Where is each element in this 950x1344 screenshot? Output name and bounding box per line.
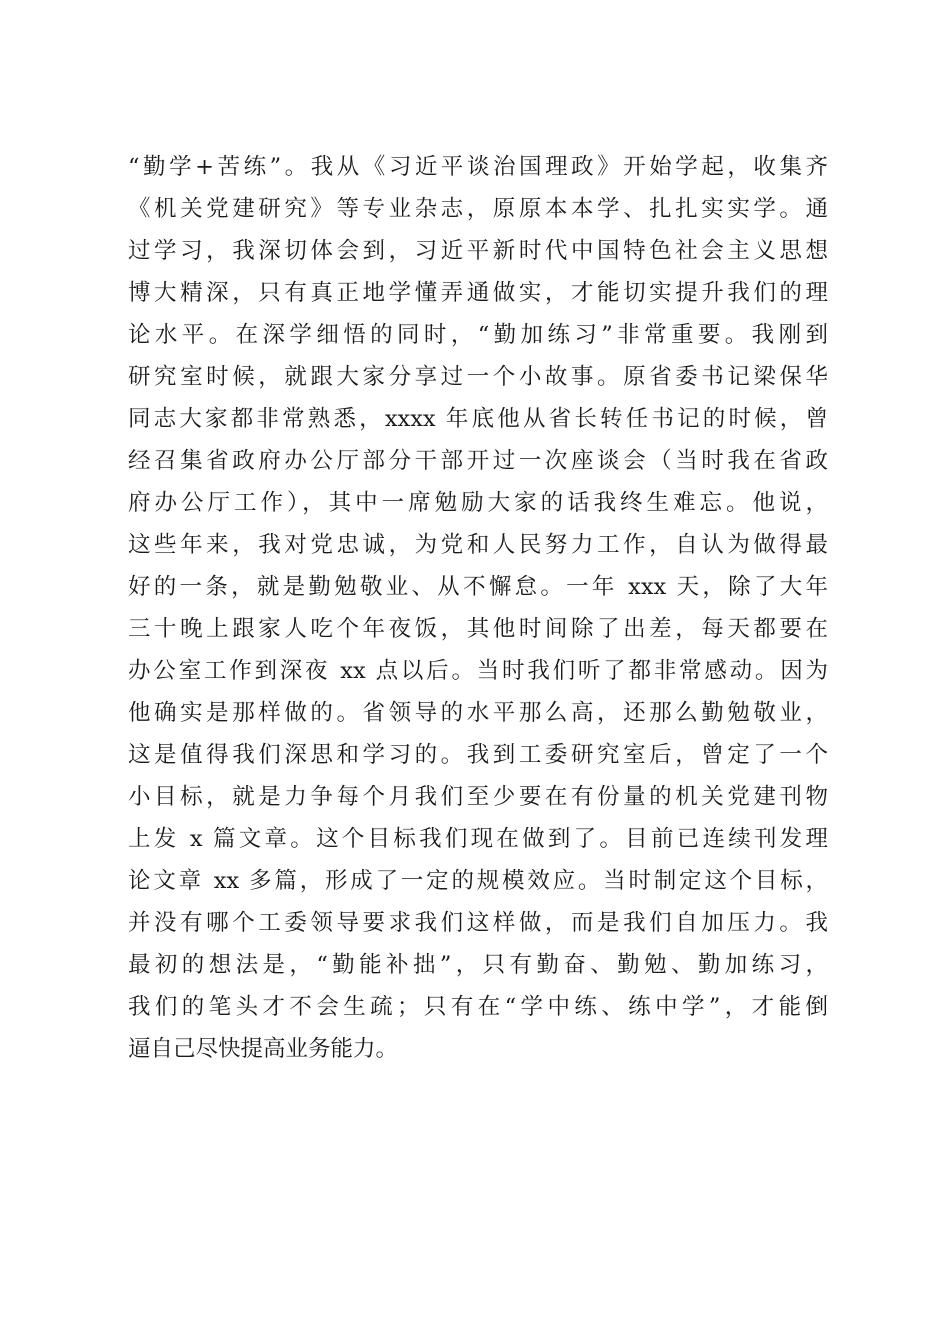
text-line: 好的一条，就是勤勉敬业、从不懈怠。一年 xxx 天，除了大年 — [128, 574, 828, 600]
text-line: 《机关党建研究》等专业杂志，原原本本学、扎扎实实学。通 — [128, 196, 828, 222]
text-line: 论文章 xx 多篇，形成了一定的规模效应。当时制定这个目标， — [128, 868, 828, 894]
text-line: 并没有哪个工委领导要求我们这样做，而是我们自加压力。我 — [128, 910, 828, 936]
text-line: 上发 x 篇文章。这个目标我们现在做到了。目前已连续刊发理 — [128, 826, 828, 852]
text-line: 过学习，我深切体会到，习近平新时代中国特色社会主义思想 — [128, 238, 828, 264]
text-line: 三十晚上跟家人吃个年夜饭，其他时间除了出差，每天都要在 — [128, 616, 828, 642]
text-line: 研究室时候，就跟大家分享过一个小故事。原省委书记梁保华 — [128, 364, 828, 390]
text-line: “勤学+苦练”。我从《习近平谈治国理政》开始学起，收集齐 — [128, 154, 828, 180]
text-line: 经召集省政府办公厅部分干部开过一次座谈会（当时我在省政 — [128, 448, 828, 474]
body-paragraph — [128, 146, 828, 1070]
text-line: 这是值得我们深思和学习的。我到工委研究室后，曾定了一个 — [128, 742, 828, 768]
text-line: 逼自己尽快提高业务能力。 — [128, 1036, 399, 1062]
text-line: 这些年来，我对党忠诚，为党和人民努力工作，自认为做得最 — [128, 532, 828, 558]
text-line: 我们的笔头才不会生疏；只有在“学中练、练中学”，才能倒 — [128, 994, 828, 1020]
text-line: 办公室工作到深夜 xx 点以后。当时我们听了都非常感动。因为 — [128, 658, 828, 684]
text-line: 论水平。在深学细悟的同时，“勤加练习”非常重要。我刚到 — [128, 322, 828, 348]
text-line: 最初的想法是，“勤能补拙”，只有勤奋、勤勉、勤加练习， — [128, 952, 828, 978]
text-line: 同志大家都非常熟悉，xxxx 年底他从省长转任书记的时候，曾 — [128, 406, 828, 432]
text-line: 府办公厅工作），其中一席勉励大家的话我终生难忘。他说， — [128, 490, 828, 516]
text-line: 他确实是那样做的。省领导的水平那么高，还那么勤勉敬业， — [128, 700, 828, 726]
text-line: 博大精深，只有真正地学懂弄通做实，才能切实提升我们的理 — [128, 280, 828, 306]
text-line: 小目标，就是力争每个月我们至少要在有份量的机关党建刊物 — [128, 784, 828, 810]
